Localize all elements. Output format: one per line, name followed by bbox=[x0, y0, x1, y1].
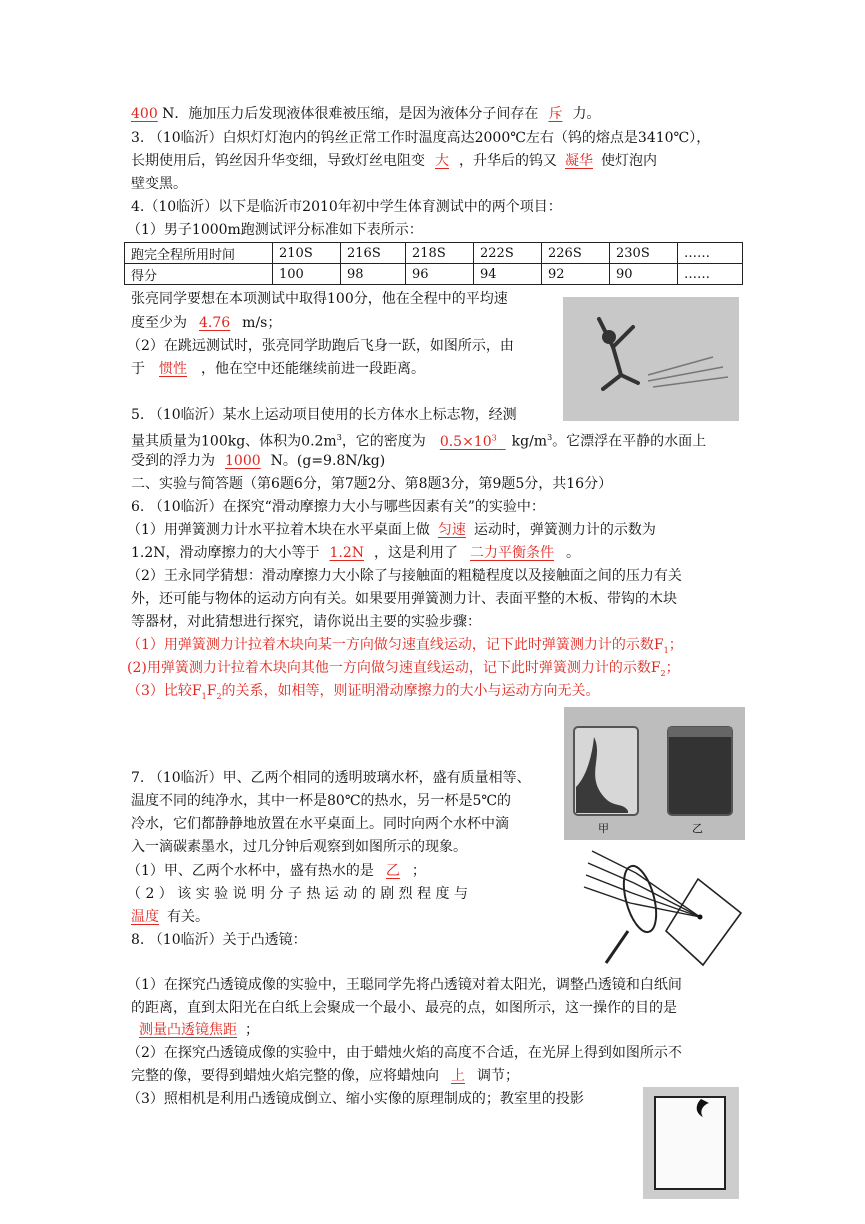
cup-label-jia: 甲 bbox=[598, 822, 609, 835]
q8-line-5: （2）在探究凸透镜成像的实验中，由于蜡烛火焰的高度不合适，在光屏上得到如图所示不 bbox=[127, 1045, 682, 1061]
q6-step-3 bbox=[127, 681, 600, 707]
q2-text: N．施加压力后发现液体很难被压缩，是因为液体分子间存在 bbox=[157, 106, 539, 122]
water-cups-figure-icon bbox=[564, 707, 745, 840]
table-cell: 226S bbox=[542, 243, 610, 264]
step-text: 的关系，如相等，则证明滑动摩擦力的大小与运动方向无关。 bbox=[221, 683, 600, 699]
q5-line-1: 5. （10临沂）某水上运动项目使用的长方体水上标志物，经测 bbox=[131, 407, 517, 423]
answer-blank: 4.76 bbox=[199, 315, 231, 331]
lens-sunlight-image bbox=[578, 843, 745, 968]
answer-blank: 1.2N bbox=[329, 545, 365, 561]
table-cell: …… bbox=[678, 264, 743, 285]
q4-line-3: 张亮同学要想在本项测试中取得100分，他在全程中的平均速 bbox=[131, 291, 508, 307]
q4-line-1: 4.（10临沂）以下是临沂市2010年初中学生体育测试中的两个项目： bbox=[131, 199, 562, 215]
superscript: 3 bbox=[491, 433, 497, 442]
q5-line-2 bbox=[131, 428, 706, 452]
candle-image-on-screen-icon bbox=[643, 1087, 739, 1199]
q5-text: kg/m bbox=[511, 433, 548, 450]
answer-blank: 上 bbox=[451, 1068, 465, 1084]
q7-line-5 bbox=[127, 861, 426, 881]
answer-blank bbox=[426, 434, 512, 450]
q5-text: 。它漂浮在平静的水面上 bbox=[552, 433, 707, 450]
q2-tail: 力。 bbox=[572, 106, 601, 122]
q7-text: 有关。 bbox=[167, 909, 209, 925]
q2-line bbox=[131, 104, 600, 124]
table-cell: 100 bbox=[273, 264, 341, 285]
score-table bbox=[124, 242, 743, 285]
table-cell: 90 bbox=[610, 264, 678, 285]
answer-blank: 匀速 bbox=[437, 522, 466, 538]
table-cell: 跑完全程所用时间 bbox=[125, 243, 273, 264]
subscript: 2 bbox=[216, 691, 222, 701]
table-cell: 98 bbox=[341, 264, 406, 285]
q4-text: m/s； bbox=[242, 315, 282, 331]
table-cell: 230S bbox=[610, 243, 678, 264]
q8-text: 完整的像，要得到蜡烛火焰完整的像，应将蜡烛向 bbox=[131, 1068, 439, 1084]
answer-text: 0.5×10 bbox=[439, 433, 492, 450]
q7-line-2: 温度不同的纯净水，其中一杯是80℃的热水，另一杯是5℃的 bbox=[131, 793, 512, 809]
q6-text: ，这是利用了 bbox=[374, 545, 459, 561]
q7-line-3: 冷水，它们都静静地放置在水平桌面上。同时向两个水杯中滴 bbox=[131, 816, 509, 832]
table-cell: 得分 bbox=[125, 264, 273, 285]
q6-text: （1）用弹簧测力计水平拉着木块在水平桌面上做 bbox=[127, 522, 430, 538]
q6-line-5: 外，还可能与物体的运动方向有关。如果要用弹簧测力计、表面平整的木板、带钩的木块 bbox=[131, 591, 677, 607]
q7-line-7 bbox=[131, 907, 209, 927]
step-text: F bbox=[206, 683, 217, 699]
q6-text: 1.2N，滑动摩擦力的大小等于 bbox=[131, 545, 320, 561]
answer-blank: 凝华 bbox=[565, 153, 593, 169]
q8-text: 调节； bbox=[477, 1068, 519, 1084]
answer-blank: 斥 bbox=[548, 106, 563, 122]
q8-line-4 bbox=[131, 1020, 259, 1040]
long-jump-image bbox=[563, 297, 739, 421]
table-cell: 222S bbox=[474, 243, 542, 264]
q7-line-1: 7. （10临沂）甲、乙两个相同的透明玻璃水杯，盛有质量相等、 bbox=[131, 770, 531, 786]
table-cell: 92 bbox=[542, 264, 610, 285]
q4-line-4 bbox=[131, 313, 281, 333]
q8-text: ； bbox=[245, 1022, 259, 1038]
convex-lens-figure-icon bbox=[578, 843, 745, 968]
table-cell: 94 bbox=[474, 264, 542, 285]
table-cell: 218S bbox=[406, 243, 474, 264]
answer-blank: 惯性 bbox=[159, 361, 187, 377]
q6-line-2 bbox=[127, 520, 656, 540]
cup-label-yi: 乙 bbox=[692, 822, 703, 835]
q4-line-2: （1）男子1000m跑测试评分标准如下表所示： bbox=[127, 222, 423, 238]
q5-line-3 bbox=[131, 451, 385, 471]
screen-image bbox=[643, 1087, 739, 1199]
q4-text: 度至少为 bbox=[131, 315, 187, 331]
q5-text: ，它的密度为 bbox=[341, 433, 426, 450]
q3-text: 长期使用后，钨丝因升华变细，导致灯丝电阻变 bbox=[131, 153, 425, 169]
q5-text: 量其质量为100kg、体积为0.2m bbox=[131, 433, 337, 450]
answer-blank: 1000 bbox=[225, 453, 261, 469]
step-text: （1）用弹簧测力计拉着木块向某一方向做匀速直线运动，记下此时弹簧测力计的示数F bbox=[127, 637, 664, 653]
table-cell: 216S bbox=[341, 243, 406, 264]
q4-line-6 bbox=[131, 359, 425, 379]
q4-text: ，他在空中还能继续前进一段距离。 bbox=[201, 361, 425, 377]
table-cell: 96 bbox=[406, 264, 474, 285]
answer-blank: 温度 bbox=[131, 909, 159, 925]
superscript: 3 bbox=[336, 433, 342, 442]
answer-blank: 大 bbox=[435, 153, 449, 169]
q3-text: ，升华后的钨又 bbox=[459, 153, 557, 169]
q6-step-1 bbox=[127, 635, 683, 661]
table-row bbox=[125, 264, 743, 285]
answer-blank: 乙 bbox=[385, 863, 400, 879]
q6-step-2 bbox=[127, 658, 680, 684]
q5-text: N。(g=9.8N/kg) bbox=[270, 453, 386, 469]
q8-line-7: （3）照相机是利用凸透镜成倒立、缩小实像的原理制成的；教室里的投影 bbox=[127, 1091, 584, 1107]
table-row bbox=[125, 243, 743, 264]
step-text: （3）比较F bbox=[127, 683, 202, 699]
answer-blank: 400 bbox=[131, 106, 158, 122]
q8-line-2: （1）在探究凸透镜成像的实验中，王聪同学先将凸透镜对着太阳光，调整凸透镜和白纸间 bbox=[127, 977, 682, 993]
superscript: 3 bbox=[547, 433, 553, 442]
q8-line-1: 8. （10临沂）关于凸透镜： bbox=[131, 932, 307, 948]
table-cell: …… bbox=[678, 243, 743, 264]
step-text: ； bbox=[665, 660, 680, 676]
q7-text: （1）甲、乙两个水杯中，盛有热水的是 bbox=[127, 863, 374, 879]
water-cups-image bbox=[564, 707, 745, 840]
q3-text: 使灯泡内 bbox=[601, 153, 657, 169]
answer-blank-tail bbox=[159, 909, 167, 925]
q6-text: 运动时，弹簧测力计的示数为 bbox=[473, 522, 656, 538]
q6-line-4: （2）王永同学猜想：滑动摩擦力大小除了与接触面的粗糙程度以及接触面之间的压力有关 bbox=[127, 568, 682, 584]
long-jump-figure-icon bbox=[563, 297, 739, 421]
answer-blank: 二力平衡条件 bbox=[470, 545, 555, 561]
section-title: 二、实验与简答题（第6题6分，第7题2分、第8题3分，第9题5分，共16分） bbox=[131, 476, 613, 492]
q8-line-6 bbox=[131, 1066, 519, 1086]
q6-line-3 bbox=[131, 543, 580, 563]
step-text: ； bbox=[668, 637, 683, 653]
q4-line-5: （2）在跳远测试时，张亮同学助跑后飞身一跃，如图所示，由 bbox=[127, 338, 514, 354]
q4-text: 于 bbox=[131, 361, 145, 377]
q7-line-4: 入一滴碳素墨水，过几分钟后观察到如图所示的现象。 bbox=[131, 839, 467, 855]
q5-text: 受到的浮力为 bbox=[131, 453, 215, 469]
step-text: (2)用弹簧测力计拉着木块向其他一方向做匀速直线运动，记下此时弹簧测力计的示数F bbox=[127, 660, 661, 676]
q6-line-6: 等器材，对此猜想进行探究，请你说出主要的实验步骤： bbox=[131, 614, 481, 630]
q7-line-6: （ 2 ） 该 实 验 说 明 分 子 热 运 动 的 剧 烈 程 度 与 bbox=[127, 886, 469, 902]
subscript: 1 bbox=[663, 645, 669, 655]
subscript: 2 bbox=[660, 668, 666, 678]
q6-line-1: 6. （10临沂）在探究“滑动摩擦力大小与哪些因素有关”的实验中： bbox=[131, 499, 545, 515]
table-cell: 210S bbox=[273, 243, 341, 264]
q3-line-2 bbox=[131, 151, 657, 171]
q3-line-1: 3. （10临沂）白炽灯灯泡内的钨丝正常工作时温度高达2000℃左右（钨的熔点是3410℃）， bbox=[131, 130, 711, 146]
q8-line-3: 的距离，直到太阳光在白纸上会聚成一个最小、最亮的点，如图所示，这一操作的目的是 bbox=[131, 1000, 677, 1016]
q7-text: ； bbox=[411, 863, 426, 879]
subscript: 1 bbox=[201, 691, 207, 701]
q3-line-3: 壁变黑。 bbox=[131, 176, 187, 192]
q6-text: 。 bbox=[566, 545, 581, 561]
answer-blank: 测量凸透镜焦距 bbox=[139, 1022, 237, 1038]
